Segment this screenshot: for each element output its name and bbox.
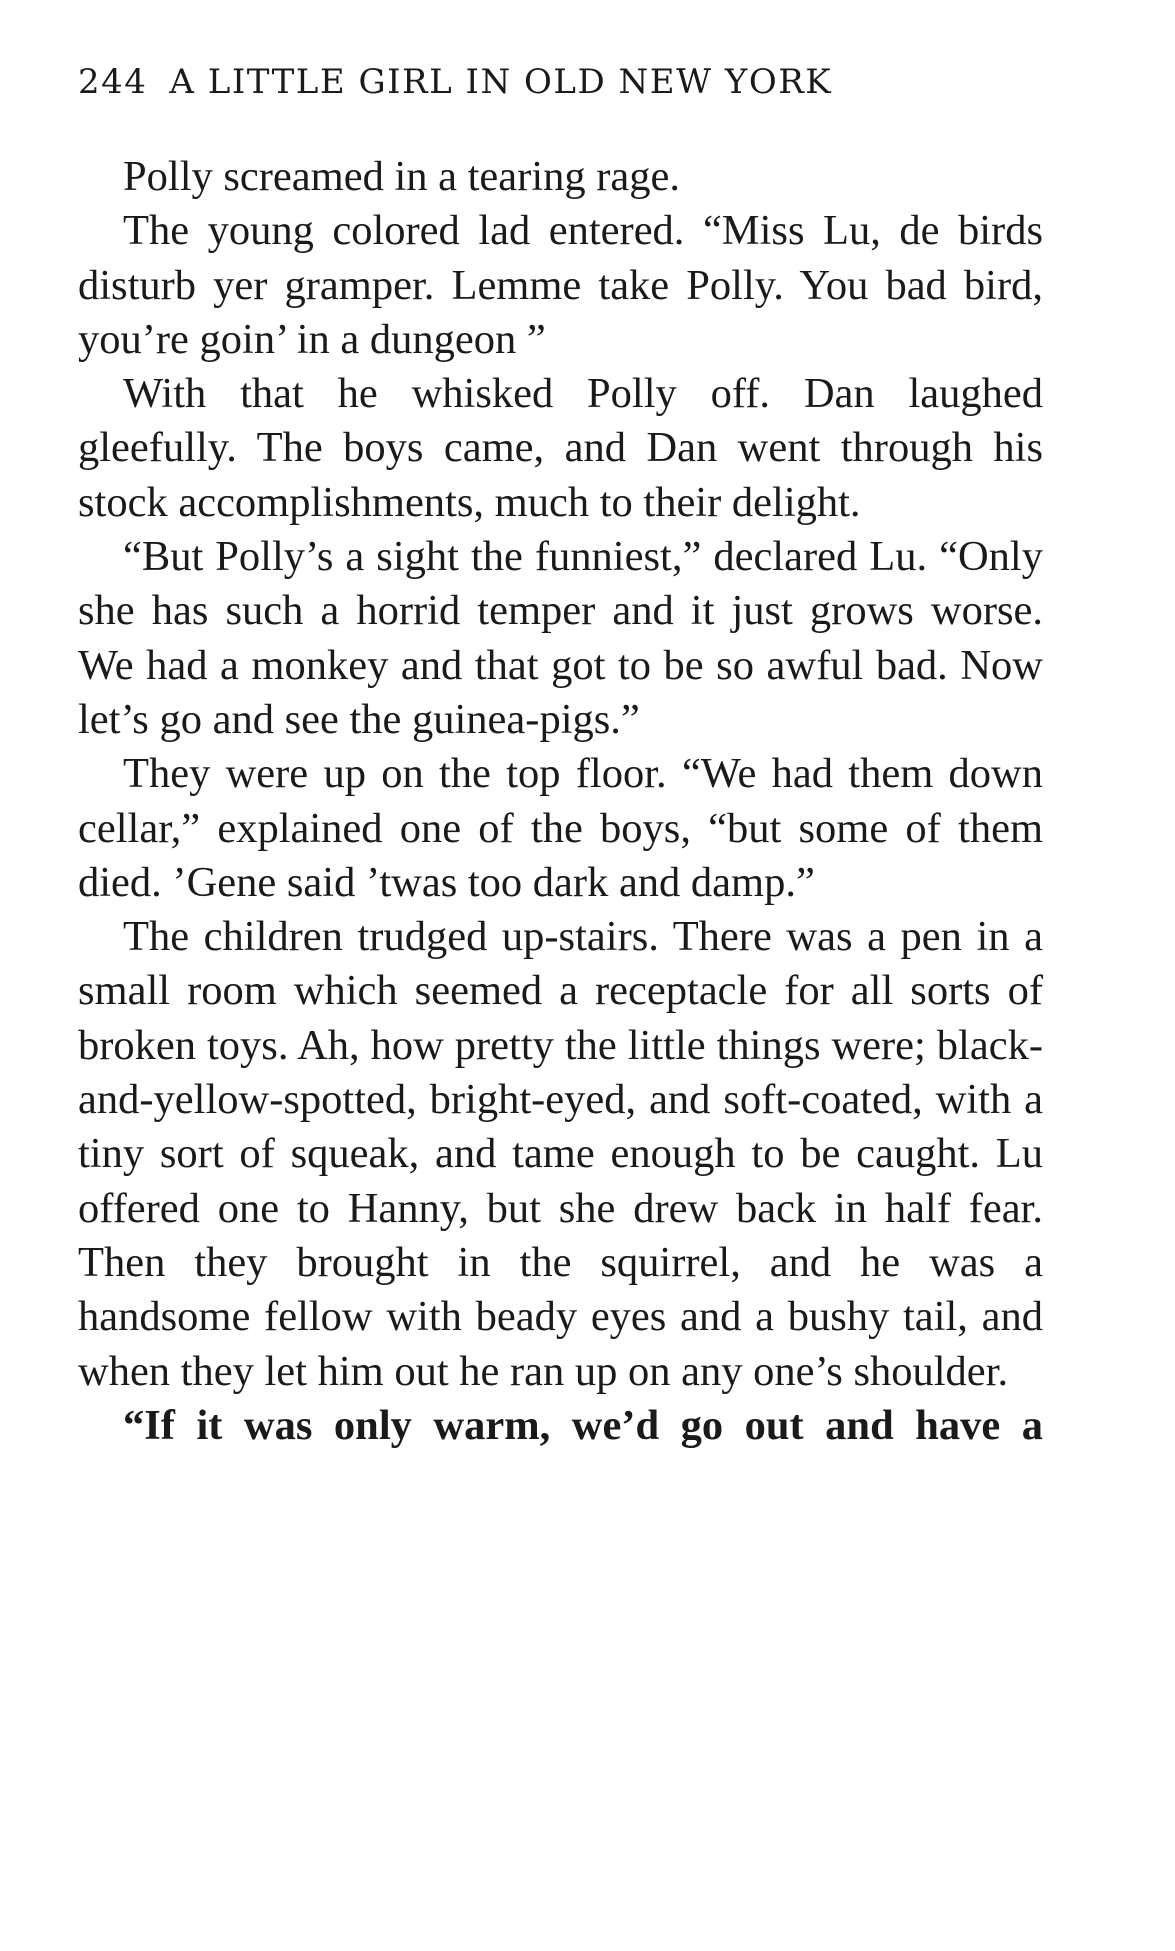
- running-title: A LITTLE GIRL IN OLD NEW YORK: [169, 62, 833, 102]
- paragraph-2: The young colored lad entered. “Miss Lu, de birds disturb yer gramper. Lemme take Polly. You bad bird, you’re goin’ in a dungeon ”: [78, 207, 1043, 363]
- paragraph-4: “But Polly’s a sight the funniest,” declared Lu. “Only she has such a horrid temper and it just grows worse. We had a monkey and that got to be so awful bad. Now let’s go and see the guinea-pigs.”: [78, 533, 1043, 743]
- body-text: [78, 150, 1043, 1453]
- paragraph-7: “If it was only warm, we’d go out and have a: [123, 1401, 1043, 1449]
- paragraph-3: With that he whisked Polly off. Dan laughed gleefully. The boys came, and Dan went through his stock accomplishments, much to their delight.: [78, 370, 1043, 526]
- page-number: 244: [78, 62, 148, 102]
- running-head: [78, 62, 1038, 102]
- paragraph-5: They were up on the top floor. “We had them down cellar,” explained one of the boys, “but some of them died. ’Gene said ’twas too dark and damp.”: [78, 750, 1043, 906]
- paragraph-6: The children trudged up-stairs. There was a pen in a small room which seemed a receptacle for all sorts of broken toys. Ah, how pretty the little things were; black-and-yellow-spotted, bright-eyed, and soft-coated, with a tiny sort of squeak, and tame enough to be caught. Lu offered one to Hanny, but she drew back in half fear. Then they brought in the squirrel, and he was a handsome fellow with beady eyes and a bushy tail, and when they let him out he ran up on any one’s shoulder.: [78, 913, 1043, 1395]
- paragraph-1: Polly screamed in a tearing rage.: [123, 153, 681, 200]
